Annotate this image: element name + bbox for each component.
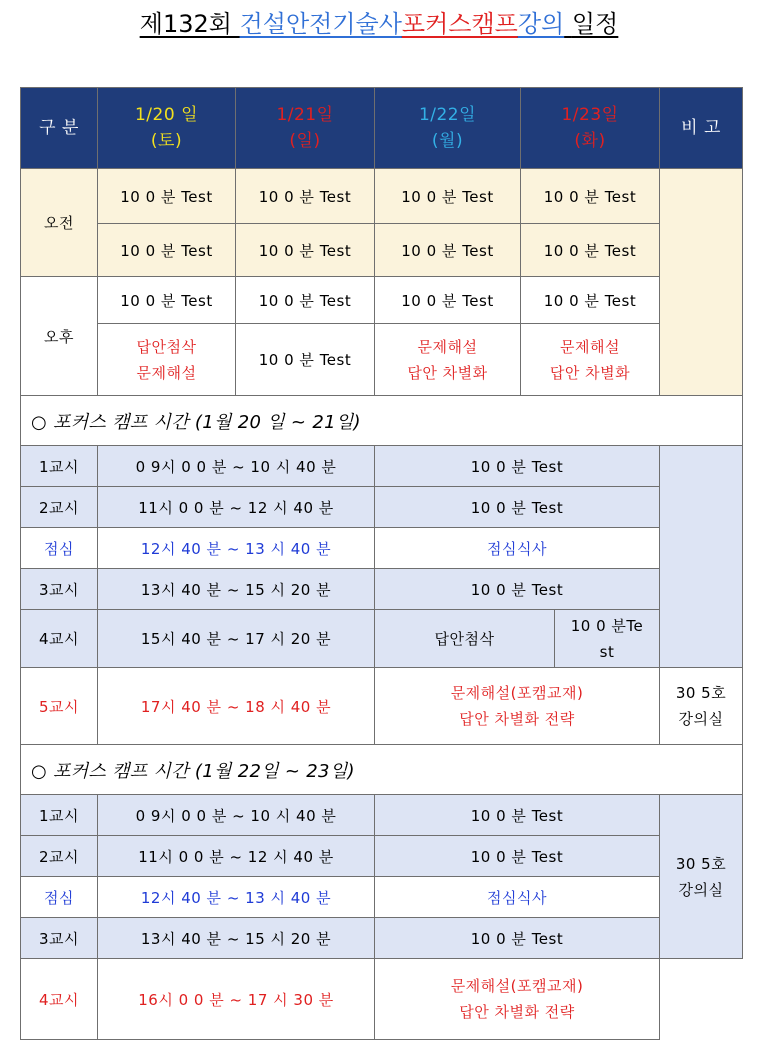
- content-cell: 답안첨삭: [375, 610, 555, 668]
- period-label: 3교시: [21, 569, 98, 610]
- morning-label: 오전: [21, 169, 98, 277]
- time-range: 11시 0 0 분 ~ 12 시 40 분: [98, 487, 375, 528]
- period-label: 점심: [21, 528, 98, 569]
- header-category: 구 분: [21, 88, 98, 169]
- notes-cell: [660, 446, 743, 668]
- schedule-cell: 10 0 분 Test: [236, 169, 375, 224]
- schedule-cell: 10 0 분 Test: [98, 277, 236, 324]
- table-row: [21, 487, 743, 528]
- schedule-cell: 10 0 분 Test: [236, 324, 375, 396]
- morning-row-2: [21, 224, 743, 277]
- header-day-3: 1/22일 (월): [375, 88, 521, 169]
- schedule-cell: 10 0 분 Test: [521, 277, 660, 324]
- section-2-heading-row: [21, 745, 743, 795]
- content-cell: 10 0 분 Test: [375, 836, 660, 877]
- period-label: 4교시: [21, 610, 98, 668]
- header-day-2: 1/21일 (일): [236, 88, 375, 169]
- afternoon-label: 오후: [21, 277, 98, 396]
- content-cell: 10 0 분 Test: [375, 446, 660, 487]
- content-cell: 10 0 분 Test: [375, 918, 660, 959]
- afternoon-row-1: [21, 277, 743, 324]
- table-row: [21, 610, 743, 668]
- afternoon-row-2: [21, 324, 743, 396]
- schedule-cell: 10 0 분 Test: [236, 224, 375, 277]
- period-label: 2교시: [21, 836, 98, 877]
- content-cell: 10 0 분 Test: [375, 569, 660, 610]
- table-row: [21, 528, 743, 569]
- title-part-5: 일정: [571, 10, 619, 38]
- table-row: [21, 918, 743, 959]
- time-range: 12시 40 분 ~ 13 시 40 분: [98, 528, 375, 569]
- title-part-3: 포커스캠프: [401, 10, 518, 38]
- table-row: [21, 668, 743, 745]
- table-row: [21, 569, 743, 610]
- header-notes: 비 고: [660, 88, 743, 169]
- page-title: [0, 4, 758, 39]
- content-cell: 점심식사: [375, 877, 660, 918]
- content-cell: 문제해설(포캠교재) 답안 차별화 전략: [375, 959, 660, 1040]
- room-note: 30 5호 강의실: [660, 668, 743, 745]
- table-row: [21, 836, 743, 877]
- title-part-2: 건설안전기술사: [239, 10, 402, 38]
- time-range: 13시 40 분 ~ 15 시 20 분: [98, 569, 375, 610]
- time-range: 15시 40 분 ~ 17 시 20 분: [98, 610, 375, 668]
- period-label: 1교시: [21, 795, 98, 836]
- schedule-cell: 10 0 분 Test: [375, 169, 521, 224]
- notes-cell: [660, 169, 743, 396]
- section-2-title: ○ 포커스 캠프 시간 (1월 22일 ~ 23일): [21, 745, 743, 795]
- time-range: 13시 40 분 ~ 15 시 20 분: [98, 918, 375, 959]
- schedule-cell: 10 0 분 Test: [521, 224, 660, 277]
- schedule-cell: 10 0 분 Test: [375, 277, 521, 324]
- content-cell: 10 0 분 Test: [375, 795, 660, 836]
- table-row: [21, 877, 743, 918]
- table-row: [21, 959, 743, 1040]
- period-label: 3교시: [21, 918, 98, 959]
- schedule-cell: 문제해설 답안 차별화: [521, 324, 660, 396]
- title-part-4: 강의: [517, 10, 565, 38]
- time-range: 16시 0 0 분 ~ 17 시 30 분: [98, 959, 375, 1040]
- schedule-cell: 답안첨삭 문제해설: [98, 324, 236, 396]
- period-label: 점심: [21, 877, 98, 918]
- section-1-title: ○ 포커스 캠프 시간 (1월 20 일 ~ 21일): [21, 396, 743, 446]
- schedule-cell: 문제해설 답안 차별화: [375, 324, 521, 396]
- schedule-cell: 10 0 분 Test: [98, 169, 236, 224]
- content-cell: 문제해설(포캠교재) 답안 차별화 전략: [375, 668, 660, 745]
- period-label: 5교시: [21, 668, 98, 745]
- time-range: 11시 0 0 분 ~ 12 시 40 분: [98, 836, 375, 877]
- time-range: 0 9시 0 0 분 ~ 10 시 40 분: [98, 795, 375, 836]
- schedule-cell: 10 0 분 Test: [375, 224, 521, 277]
- content-cell: 10 0 분 Test: [375, 487, 660, 528]
- header-day-1: 1/20 일 (토): [98, 88, 236, 169]
- time-range: 17시 40 분 ~ 18 시 40 분: [98, 668, 375, 745]
- schedule-cell: 10 0 분 Test: [98, 224, 236, 277]
- header-row: [21, 88, 743, 169]
- content-cell: 점심식사: [375, 528, 660, 569]
- table-row: [21, 446, 743, 487]
- table-row: [21, 795, 743, 836]
- title-part-1: 제132회: [139, 10, 232, 38]
- schedule-cell: 10 0 분 Test: [521, 169, 660, 224]
- schedule-cell: 10 0 분 Test: [236, 277, 375, 324]
- section-1-heading-row: [21, 396, 743, 446]
- room-note: 30 5호 강의실: [660, 795, 743, 959]
- period-label: 4교시: [21, 959, 98, 1040]
- content-cell: 10 0 분Te st: [555, 610, 660, 668]
- time-range: 12시 40 분 ~ 13 시 40 분: [98, 877, 375, 918]
- schedule-table: [20, 87, 743, 1040]
- time-range: 0 9시 0 0 분 ~ 10 시 40 분: [98, 446, 375, 487]
- header-day-4: 1/23일 (화): [521, 88, 660, 169]
- period-label: 1교시: [21, 446, 98, 487]
- morning-row-1: [21, 169, 743, 224]
- period-label: 2교시: [21, 487, 98, 528]
